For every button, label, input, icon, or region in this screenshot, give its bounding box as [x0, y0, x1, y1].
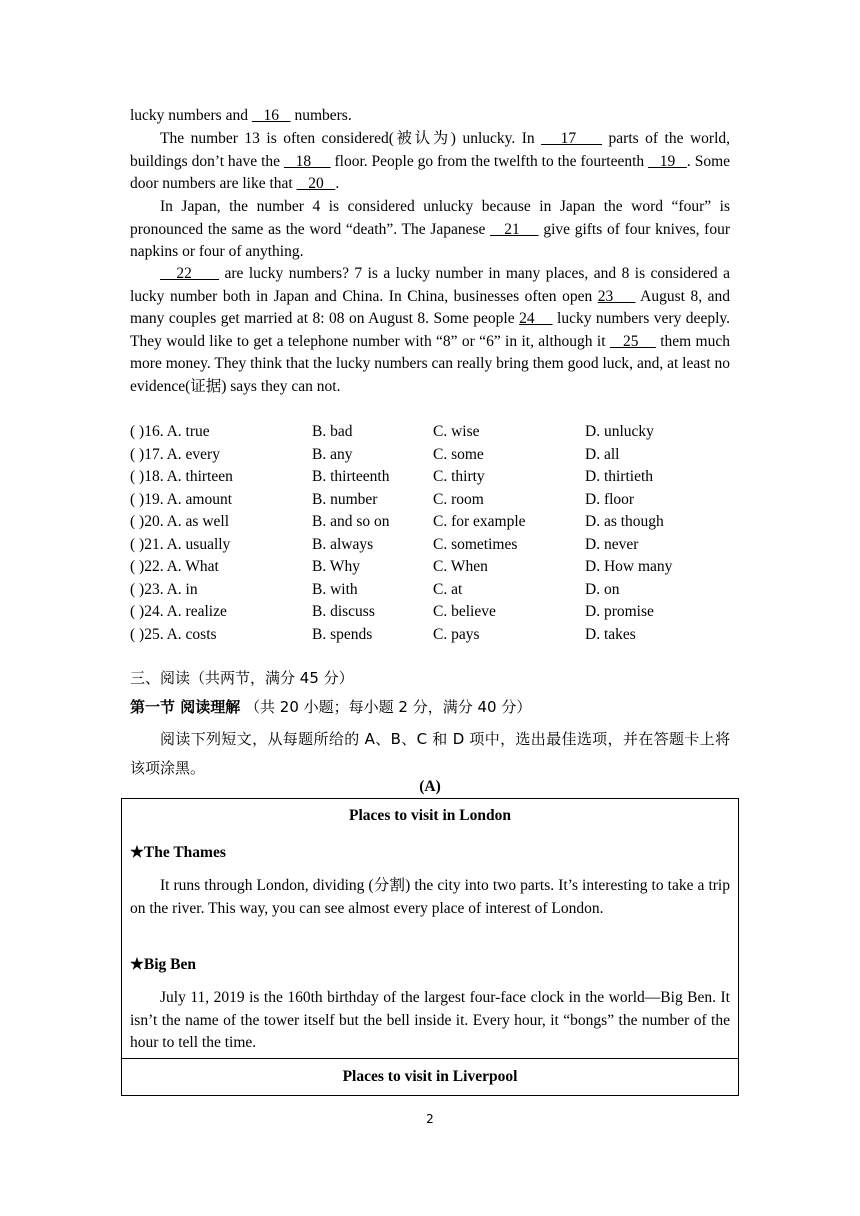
option-d: D. thirtieth: [585, 468, 654, 485]
box-title-london: Places to visit in London: [349, 807, 511, 824]
option-b: B. bad: [312, 423, 353, 440]
blank-16: 16: [251, 107, 291, 124]
option-d: D. How many: [585, 558, 673, 575]
option-c: C. believe: [433, 603, 496, 620]
question-row: [130, 511, 730, 534]
passage-a-box: [121, 798, 739, 1096]
option-b: B. discuss: [312, 603, 375, 620]
option-b: B. Why: [312, 558, 360, 575]
question-row: [130, 556, 730, 579]
option-b: B. and so on: [312, 513, 390, 530]
option-a: ( )17. A. every: [130, 445, 220, 463]
option-c: C. room: [433, 490, 484, 508]
option-a: ( )25. A. costs: [130, 625, 217, 643]
option-c: C. pays: [433, 625, 480, 643]
question-row: [130, 489, 730, 512]
option-c: C. wise: [433, 423, 480, 440]
option-b: B. always: [312, 535, 374, 553]
blank-21: 21: [490, 220, 539, 238]
option-d: D. all: [585, 445, 620, 463]
blank-18: 18: [283, 152, 331, 170]
option-d: D. on: [585, 580, 620, 598]
option-b: B. thirteenth: [312, 468, 390, 485]
option-d: D. floor: [585, 490, 635, 508]
option-a: ( )24. A. realize: [130, 603, 227, 620]
option-a: ( )21. A. usually: [130, 535, 231, 553]
box-divider: [122, 1058, 738, 1059]
blank-20: 20: [296, 175, 336, 192]
blank-23: 23: [597, 287, 636, 305]
cloze-paragraph-2: The number 13 is often considered(被认为) unlucky. In 17 parts of the world, buildings don’t have the 18 floor. People go from the twelfth to the fourteenth 19 . Some door numbers are like that 20 .: [130, 130, 731, 192]
options-list: [130, 421, 730, 646]
thames-heading: ★The Thames: [130, 844, 226, 861]
blank-22: 22: [160, 265, 220, 282]
option-a: ( )18. A. thirteen: [130, 468, 233, 485]
question-row: [130, 466, 730, 489]
blank-25: 25: [609, 332, 656, 350]
subsection-heading: 第一节 阅读理解 （共 20 小题；每小题 2 分，满分 40 分）: [130, 698, 532, 716]
cloze-paragraph-1: lucky numbers and 16 numbers.: [130, 107, 352, 124]
option-b: B. with: [312, 580, 358, 598]
option-c: C. sometimes: [433, 535, 518, 553]
section-heading: 三、阅读（共两节，满分 45 分）: [130, 669, 354, 687]
option-b: B. number: [312, 490, 378, 508]
option-a: ( )19. A. amount: [130, 490, 233, 508]
option-d: D. as though: [585, 513, 664, 530]
option-c: C. When: [433, 558, 488, 575]
option-b: B. any: [312, 445, 353, 463]
option-d: D. takes: [585, 625, 636, 643]
option-c: C. at: [433, 580, 463, 598]
blank-19: 19: [648, 152, 687, 170]
blank-17: 17: [541, 130, 603, 147]
question-row: [130, 579, 730, 602]
thames-text: It runs through London, dividing (分割) the city into two parts. It’s interesting to take a trip on the river. This way, you can see almost every place of interest of London.: [130, 877, 730, 917]
passage-label: (A): [419, 778, 441, 795]
question-row: [130, 444, 730, 467]
option-b: B. spends: [312, 625, 373, 643]
option-a: ( )23. A. in: [130, 580, 198, 598]
box-title-liverpool: Places to visit in Liverpool: [342, 1068, 518, 1085]
option-a: ( )16. A. true: [130, 423, 210, 440]
question-row: [130, 421, 730, 444]
cloze-paragraph-3: In Japan, the number 4 is considered unlucky because in Japan the word “four” is pronounced the same as the word “death”. The Japanese 21 give gifts of four knives, four napkins or four of anything.: [130, 198, 731, 260]
bigben-heading: ★Big Ben: [130, 956, 197, 973]
option-c: C. for example: [433, 513, 526, 530]
bigben-text: July 11, 2019 is the 160th birthday of the largest four-face clock in the world—Big Ben. It isn’t the name of the tower itself but the bell inside it. Every hour, it “bongs” the number of the hour to tell the time.: [130, 989, 730, 1051]
option-c: C. some: [433, 445, 484, 463]
option-d: D. unlucky: [585, 423, 654, 440]
blank-24: 24: [519, 310, 553, 327]
option-d: D. promise: [585, 603, 654, 620]
option-a: ( )20. A. as well: [130, 513, 230, 530]
question-row: [130, 624, 730, 647]
question-row: [130, 534, 730, 557]
option-c: C. thirty: [433, 468, 485, 485]
option-d: D. never: [585, 535, 639, 553]
reading-instruction: 阅读下列短文，从每题所给的 A、B、C 和 D 项中，选出最佳选项，并在答题卡上将该项涂黑。: [130, 730, 730, 777]
option-a: ( )22. A. What: [130, 558, 219, 575]
page-number: 2: [426, 1112, 434, 1126]
cloze-paragraph-4: 22 are lucky numbers? 7 is a lucky number in many places, and 8 is considered a lucky number both in Japan and China. In China, businesses often open 23 August 8, and many couples get married at 8: 08 on August 8. Some people 24 lucky numbers very deeply. They would like to get a telephone number with “8” or “6” in it, although it 25 them much more money. They think that the lucky numbers can really bring them good luck, and, at least no evidence(证据) says they can not.: [130, 265, 731, 395]
question-row: [130, 601, 730, 624]
